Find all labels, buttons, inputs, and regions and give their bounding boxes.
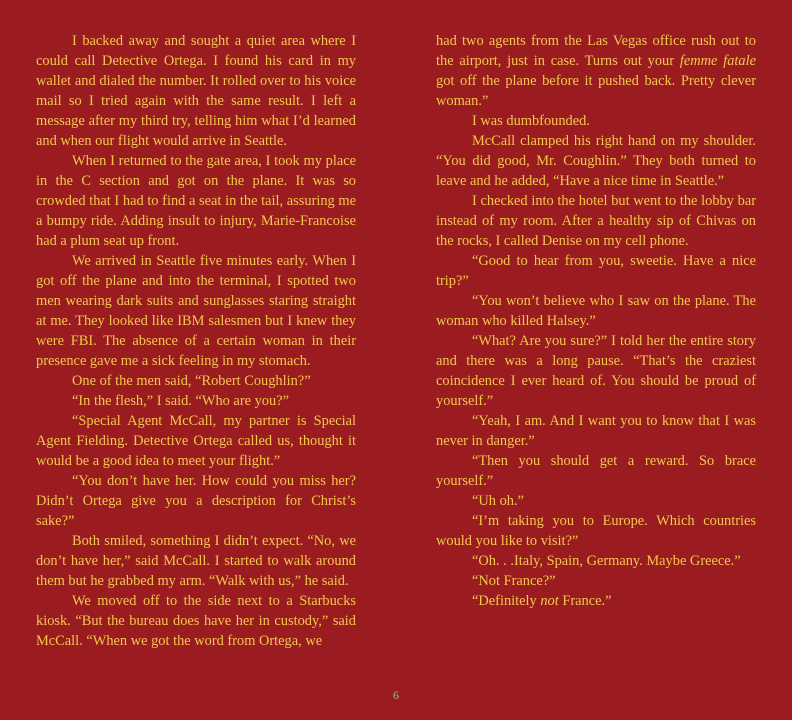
left-column [36, 31, 356, 651]
text-run: France.” [558, 593, 612, 609]
paragraph: When I returned to the gate area, I took my place in the C section and got on the plane. It was so crowded that I had to find a seat in the tail, assuring me a bumpy ride. Adding insult to injury, Marie-Francoise had a plum seat up front. [36, 153, 356, 249]
last-paragraph [436, 591, 756, 611]
text-run: had two agents from the Las Vegas office rush out to the airport, just in case. Turns out your [436, 33, 756, 69]
paragraph: “What? Are you sure?” I told her the entire story and there was a long pause. “That’s the craziest coincidence I ever heard of. You should be proud of yourself.” [436, 333, 756, 409]
paragraph: We arrived in Seattle five minutes early. When I got off the plane and into the terminal, I spotted two men wearing dark suits and sunglasses staring straight at me. They looked like IBM salesmen but I knew they were FBI. The absence of a certain woman in their presence gave me a sick feeling in my stomach. [36, 253, 356, 369]
right-column [436, 31, 756, 611]
text-run: “Definitely [472, 593, 541, 609]
page-number: 6 [393, 688, 399, 702]
paragraph: I was dumbfounded. [472, 113, 590, 129]
paragraph: “I’m taking you to Europe. Which countries would you like to visit?” [436, 513, 756, 549]
paragraph: “Uh oh.” [472, 493, 524, 509]
continued-paragraph [436, 31, 756, 111]
paragraph: “Special Agent McCall, my partner is Special Agent Fielding. Detective Ortega called us, thought it would be a good idea to meet your flight.” [36, 413, 356, 469]
paragraph: “Yeah, I am. And I want you to know that I was never in danger.” [436, 413, 756, 449]
paragraph: “In the flesh,” I said. “Who are you?” [72, 393, 289, 409]
paragraph: I backed away and sought a quiet area where I could call Detective Ortega. I found his card in my wallet and dialed the number. It rolled over to his voice mail so I tried again with the same result. I left a message after my third try, telling him what I’d learned and when our flight would arrive in Seattle. [36, 33, 356, 149]
italic-text: not [540, 593, 559, 609]
paragraph: “You won’t believe who I saw on the plane. The woman who killed Halsey.” [436, 293, 756, 329]
paragraph: Both smiled, something I didn’t expect. “No, we don’t have her,” said McCall. I started to walk around them but he grabbed my arm. “Walk with us,” he said. [36, 533, 356, 589]
italic-text: femme fatale [679, 53, 756, 69]
paragraph: “Oh. . .Italy, Spain, Germany. Maybe Greece.” [472, 553, 741, 569]
paragraph: “Not France?” [472, 573, 556, 589]
paragraph: “Good to hear from you, sweetie. Have a nice trip?” [436, 253, 756, 289]
paragraph: I checked into the hotel but went to the lobby bar instead of my room. After a healthy sip of Chivas on the rocks, I called Denise on my cell phone. [436, 193, 756, 249]
paragraph: One of the men said, “Robert Coughlin?” [72, 373, 311, 389]
paragraph: We moved off to the side next to a Starbucks kiosk. “But the bureau does have her in custody,” said McCall. “When we got the word from Ortega, we [36, 593, 356, 649]
text-run: got off the plane before it pushed back. Pretty clever woman.” [436, 73, 756, 109]
paragraph: “You don’t have her. How could you miss her? Didn’t Ortega give you a description for Christ’s sake?” [36, 473, 356, 529]
paragraph: McCall clamped his right hand on my shoulder. “You did good, Mr. Coughlin.” They both turned to leave and he added, “Have a nice time in Seattle.” [436, 133, 756, 189]
paragraph: “Then you should get a reward. So brace yourself.” [436, 453, 756, 489]
